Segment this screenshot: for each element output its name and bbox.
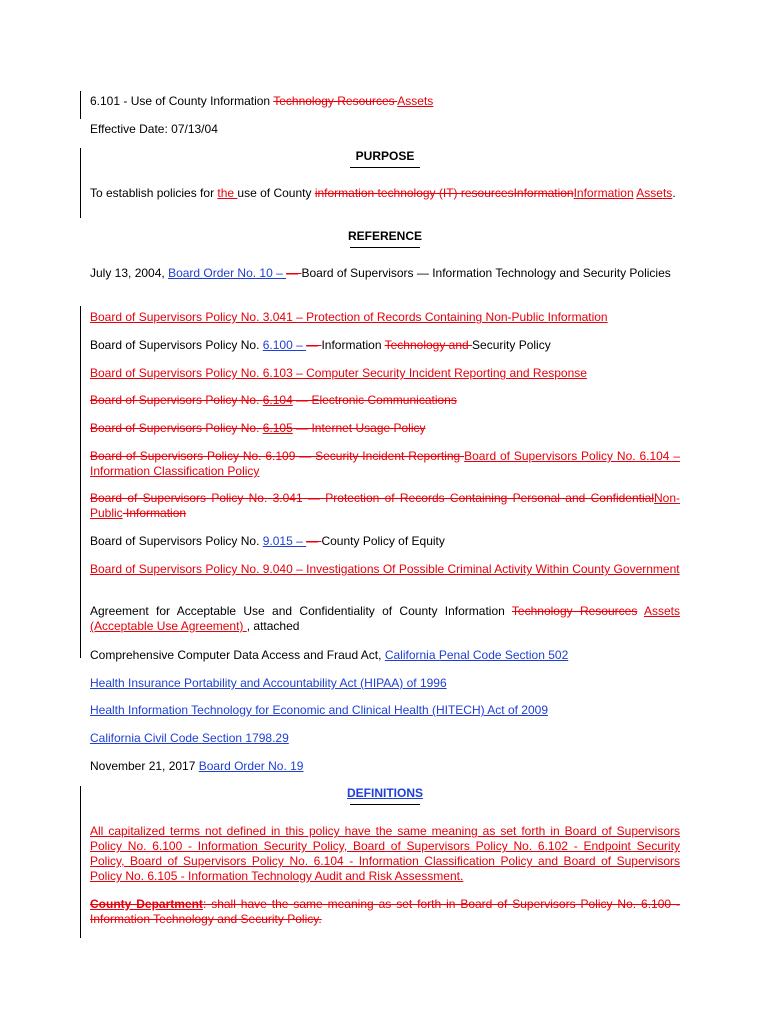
reference-item: Board of Supervisors Policy No. 9.015 – — County Policy of Equity — [90, 534, 445, 548]
board-order-19-link[interactable]: Board Order No. 19 — [198, 759, 304, 773]
reference-item: Comprehensive Computer Data Access and Fraud Act, California Penal Code Section 502 — [90, 648, 569, 662]
policy-9-015-link[interactable]: 9.015 – — [262, 534, 307, 548]
reference-item: Board of Supervisors Policy No. 6.105 — Internet Usage Policy — [90, 421, 426, 435]
civil-code-link[interactable]: California Civil Code Section 1798.29 — [90, 731, 289, 745]
hipaa-link[interactable]: Health Insurance Portability and Accountability Act (HIPAA) of 1996 — [90, 676, 447, 690]
reference-item: Board of Supervisors Policy No. 3.041 – Protection of Records Containing Non-Public Information — [90, 310, 608, 324]
reference-item: Board of Supervisors Policy No. 6.104 — Electronic Communications — [90, 393, 457, 407]
hitech-link[interactable]: Health Information Technology for Economic and Clinical Health (HITECH) Act of 2009 — [90, 703, 548, 717]
reference-item: July 13, 2004, Board Order No. 10 – — Board of Supervisors — Information Technology and Security Policies — [90, 266, 671, 280]
change-bar-title — [80, 91, 81, 119]
effective-date: Effective Date: 07/13/04 — [90, 122, 218, 136]
purpose-heading: PURPOSE — [90, 149, 680, 168]
reference-item: Agreement for Acceptable Use and Confidentiality of County Information Technology Resources Assets (Acceptable Use Agreement) , attached — [90, 604, 681, 633]
board-order-10-link[interactable]: Board Order No. 10 – — [168, 266, 287, 280]
reference-item: November 21, 2017 Board Order No. 19 — [90, 759, 304, 773]
definitions-heading: DEFINITIONS — [90, 786, 680, 805]
reference-item: Board of Supervisors Policy No. 3.041 — Protection of Records Containing Personal and ConfidentialNon-Public Information — [90, 491, 680, 520]
change-bar-definitions — [80, 786, 81, 938]
reference-item: Board of Supervisors Policy No. 9.040 – Investigations Of Possible Criminal Activity Within County Government — [90, 562, 680, 576]
document-title: 6.101 - Use of County Information Technology Resources Assets — [90, 94, 434, 108]
change-bar-purpose — [80, 148, 81, 218]
reference-item: Board of Supervisors Policy No. 6.103 – Computer Security Incident Reporting and Response — [90, 366, 587, 380]
reference-item: Board of Supervisors Policy No. 6.109 — Security Incident Reporting Board of Supervisors Policy No. 6.104 – Information Classification Policy — [90, 449, 681, 478]
definitions-county-department: County Department: shall have the same meaning as set forth in Board of Supervisors Policy No. 6.100 - Information Technology and Security Policy. — [90, 897, 680, 926]
policy-6-100-link[interactable]: 6.100 – — [262, 338, 307, 352]
reference-heading: REFERENCE — [90, 229, 680, 248]
purpose-text: To establish policies for the use of County information technology (IT) resourcesInformationInformation Assets. — [90, 186, 676, 200]
penal-code-502-link[interactable]: California Penal Code Section 502 — [384, 648, 569, 662]
change-bar-reference — [80, 306, 81, 658]
reference-item: Board of Supervisors Policy No. 6.100 – — Information Technology and Security Policy — [90, 338, 551, 352]
definitions-paragraph: All capitalized terms not defined in this policy have the same meaning as set forth in Board of Supervisors Policy No. 6.100 - Information Security Policy, Board of Supervisors Policy No. 6.102 - Endpoint Security Policy, Board of Supervisors Policy No. 6.104 - Information Classification Policy and Board of Supervisors Policy No. 6.105 - Information Technology Audit and Risk Assessment. — [90, 824, 680, 883]
